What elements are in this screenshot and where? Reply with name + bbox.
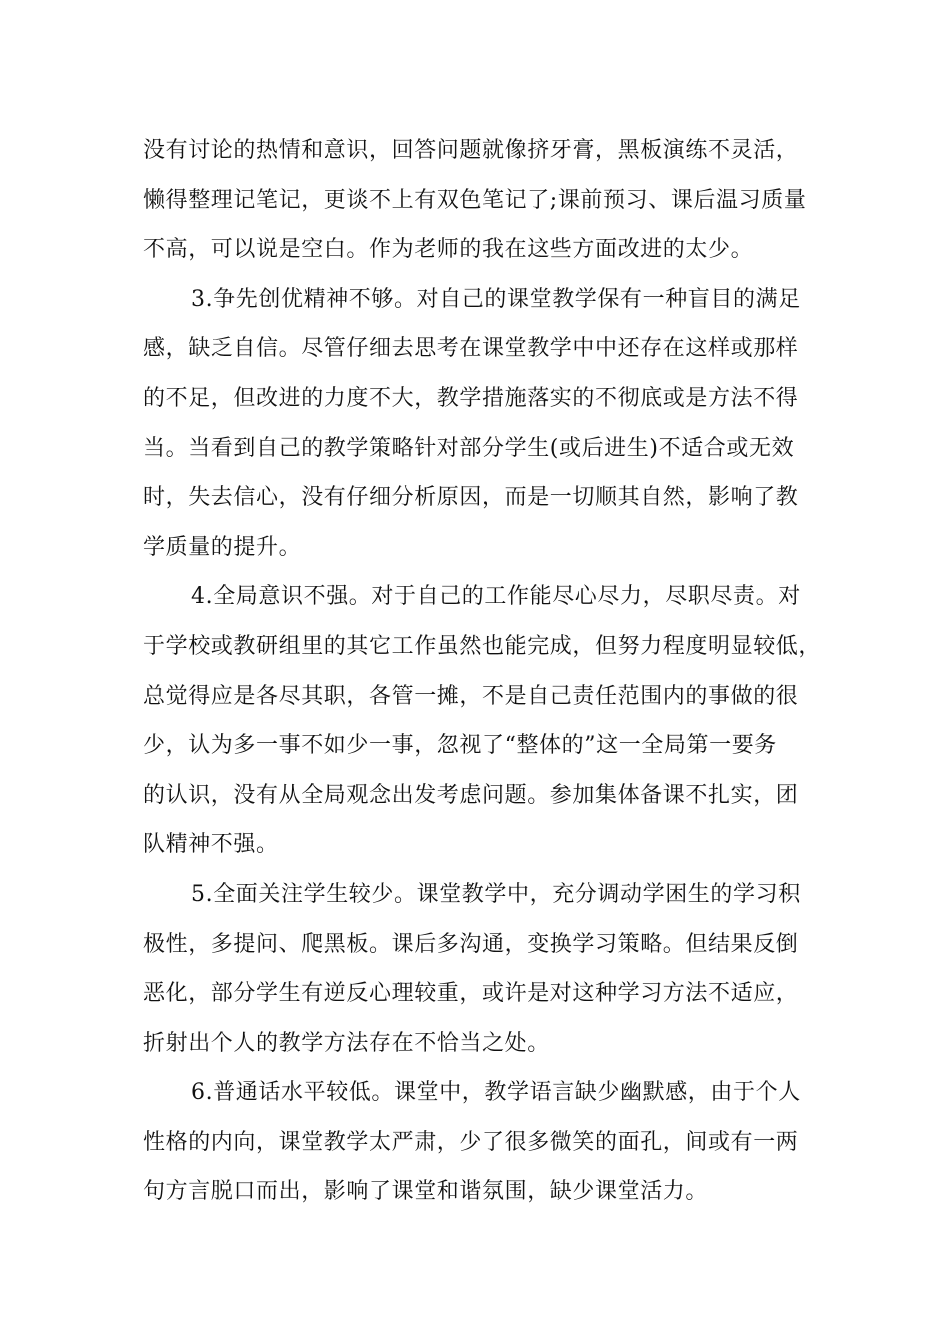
text-line: 没有讨论的热情和意识，回答问题就像挤牙膏，黑板演练不灵活， [143,138,799,163]
text-line: 当。当看到自己的教学策略针对部分学生(或后进生)不适合或无效 [143,435,795,461]
text-line: 不高，可以说是空白。作为老师的我在这些方面改进的太少。 [143,237,754,263]
text-line: 于学校或教研组里的其它工作虽然也能完成，但努力程度明显较低， [143,633,822,659]
paragraph-6-start: 6.普通话水平较低。课堂中，教学语言缺少幽默感，由于个人 [191,1080,801,1106]
text-line: 时，失去信心，没有仔细分析原因，而是一切顺其自然，影响了教 [143,485,799,511]
text-line: 懒得整理记笔记，更谈不上有双色笔记了;课前预习、课后温习质量 [143,187,807,213]
text-line: 极性，多提问、爬黑板。课后多沟通，变换学习策略。但结果反倒 [143,931,799,957]
text-line: 句方言脱口而出，影响了课堂和谐氛围，缺少课堂活力。 [143,1179,709,1205]
text-line: 的认识，没有从全局观念出发考虑问题。参加集体备课不扎实，团 [143,782,799,808]
paragraph-3-start: 3.争先创优精神不够。对自己的课堂教学保有一种盲目的满足 [191,286,801,312]
text-line: 总觉得应是各尽其职，各管一摊，不是自己责任范围内的事做的很 [143,683,799,709]
document-body [143,126,822,1217]
paragraph-4-start: 4.全局意识不强。对于自己的工作能尽心尽力，尽职尽责。对 [191,584,801,610]
text-line: 性格的内向，课堂教学太严肃，少了很多微笑的面孔，间或有一两 [143,1129,799,1155]
text-line: 恶化，部分学生有逆反心理较重，或许是对这种学习方法不适应， [143,981,799,1007]
paragraph-5-start: 5.全面关注学生较少。课堂教学中，充分调动学困生的学习积 [191,881,801,907]
text-line: 队精神不强。 [143,832,279,858]
text-line: 少，认为多一事不如少一事，忽视了“整体的”这一全局第一要务 [143,733,777,759]
text-line: 学质量的提升。 [143,534,302,560]
text-line: 的不足，但改进的力度不大，教学措施落实的不彻底或是方法不得 [143,385,799,411]
text-line: 折射出个人的教学方法存在不恰当之处。 [143,1030,550,1056]
text-line: 感，缺乏自信。尽管仔细去思考在课堂教学中中还存在这样或那样 [143,336,799,362]
